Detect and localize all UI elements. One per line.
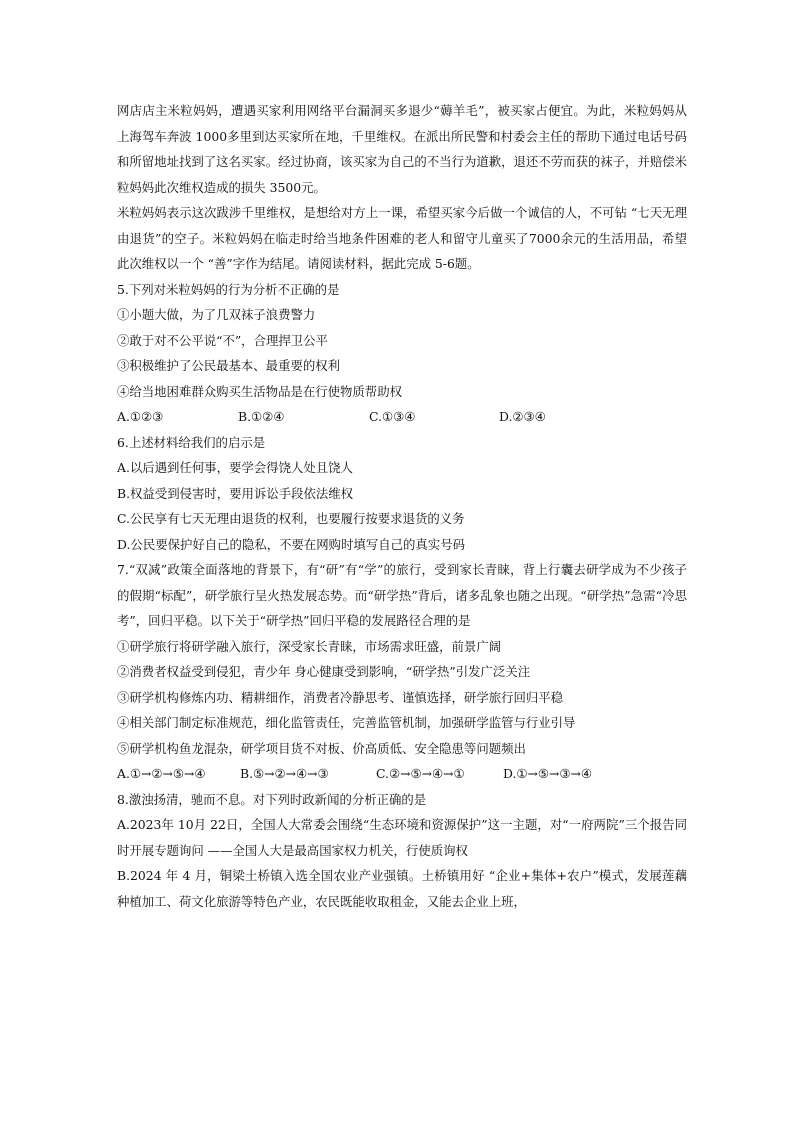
question-7-stem: 7.“双减”政策全面落地的背景下，有“研”有“学”的旅行，受到家长青睐，背上行囊去研学成为不少孩子的假期“标配”，研学旅行呈火热发展态势。而“研学热”背后，诸多乱象也随之出现。“研学热”急需“冷思考”，回归平稳。以下关于“研学热”回归平稳的发展路径合理的是 [117, 562, 687, 628]
exam-page [117, 98, 687, 914]
question-7-item-4: ④相关部门制定标准规范，细化监管责任，完善监管机制，加强研学监管与行业引导 [117, 715, 576, 730]
question-6-option-a: A.以后遇到任何事，要学会得饶人处且饶人 [117, 460, 353, 475]
question-7-item-3: ③研学机构修炼内功、精耕细作，消费者冷静思考、谨慎选择，研学旅行回归平稳 [117, 689, 564, 705]
question-7-option-b: B.⑤→②→④→③ [240, 766, 329, 781]
question-5-option-d: D.②③④ [499, 409, 546, 424]
question-8-option-b: B.2024 年 4 月，铜梁土桥镇入选全国农业产业强镇。土桥镇用好 “企业+集体+农户”模式，发展莲藕种植加工、荷文化旅游等特色产业，农民既能收取租金，又能去企业上班， [117, 868, 687, 909]
question-8-stem: 8.激浊扬清，驰而不息。对下列时政新闻的分析正确的是 [117, 791, 427, 807]
material-paragraph-1: 网店店主米粒妈妈，遭遇买家利用网络平台漏洞买多退少“薅羊毛”，被买家占便宜。为此，米粒妈妈从上海驾车奔波 1000多里到达买家所在地，千里维权。在派出所民警和村委会主任的帮助下通过电话号码和所留地址找到了这名买家。经过协商，该买家为自己的不当行为道歉，退还不劳而获的袜子，并赔偿米粒妈妈此次维权造成的损失 3500元。 [117, 103, 687, 195]
question-5-options [117, 404, 687, 430]
question-7-option-a: A.①→②→⑤→④ [117, 766, 206, 781]
question-5-item-4: ④给当地困难群众购买生活物品是在行使物质帮助权 [117, 383, 402, 399]
material-paragraph-2: 米粒妈妈表示这次跋涉千里维权，是想给对方上一课，希望买家今后做一个诚信的人，不可钻 “七天无理由退货”的空子。米粒妈妈在临走时给当地条件困难的老人和留守儿童买了7000余元的生活用品，希望此次维权以一个 “善”字作为结尾。请阅读材料，据此完成 5-6题。 [117, 205, 687, 271]
question-6-option-c: C.公民享有七天无理由退货的权利，也要履行按要求退货的义务 [117, 511, 465, 526]
question-5-item-1: ①小题大做，为了几双袜子浪费警力 [117, 307, 316, 322]
question-7-item-2: ②消费者权益受到侵犯，青少年 身心健康受到影响，“研学热”引发广泛关注 [117, 664, 531, 679]
question-5-option-b: B.①②④ [238, 409, 285, 424]
question-7-option-c: C.②→⑤→④→① [376, 766, 465, 781]
question-6-option-d: D.公民要保护好自己的隐私，不要在网购时填写自己的真实号码 [117, 536, 465, 552]
question-7-item-5: ⑤研学机构鱼龙混杂，研学项目货不对板、价高质低、安全隐患等问题频出 [117, 740, 526, 756]
question-5-option-c: C.①③④ [369, 409, 416, 424]
question-5-option-a: A.①②③ [117, 409, 164, 424]
question-7-options [117, 761, 687, 787]
question-8-option-a: A.2023年 10月 22日，全国人大常委会围绕“生态环境和资源保护”这一主题，对“一府两院”三个报告同时开展专题询问 ——全国人大是最高国家权力机关，行使质询权 [117, 817, 687, 858]
question-7-item-1: ①研学旅行将研学融入旅行，深受家长青睐，市场需求旺盛，前景广阔 [117, 638, 502, 654]
question-6-option-b: B.权益受到侵害时，要用诉讼手段依法维权 [117, 485, 354, 501]
question-5-stem: 5.下列对米粒妈妈的行为分析不正确的是 [117, 281, 340, 297]
question-5-item-3: ③积极维护了公民最基本、最重要的权利 [117, 358, 341, 373]
question-7-option-d: D.①→⑤→③→④ [503, 766, 593, 781]
question-6-stem: 6.上述材料给我们的启示是 [117, 434, 266, 450]
question-5-item-2: ②敢于对不公平说“不”，合理捍卫公平 [117, 332, 328, 348]
